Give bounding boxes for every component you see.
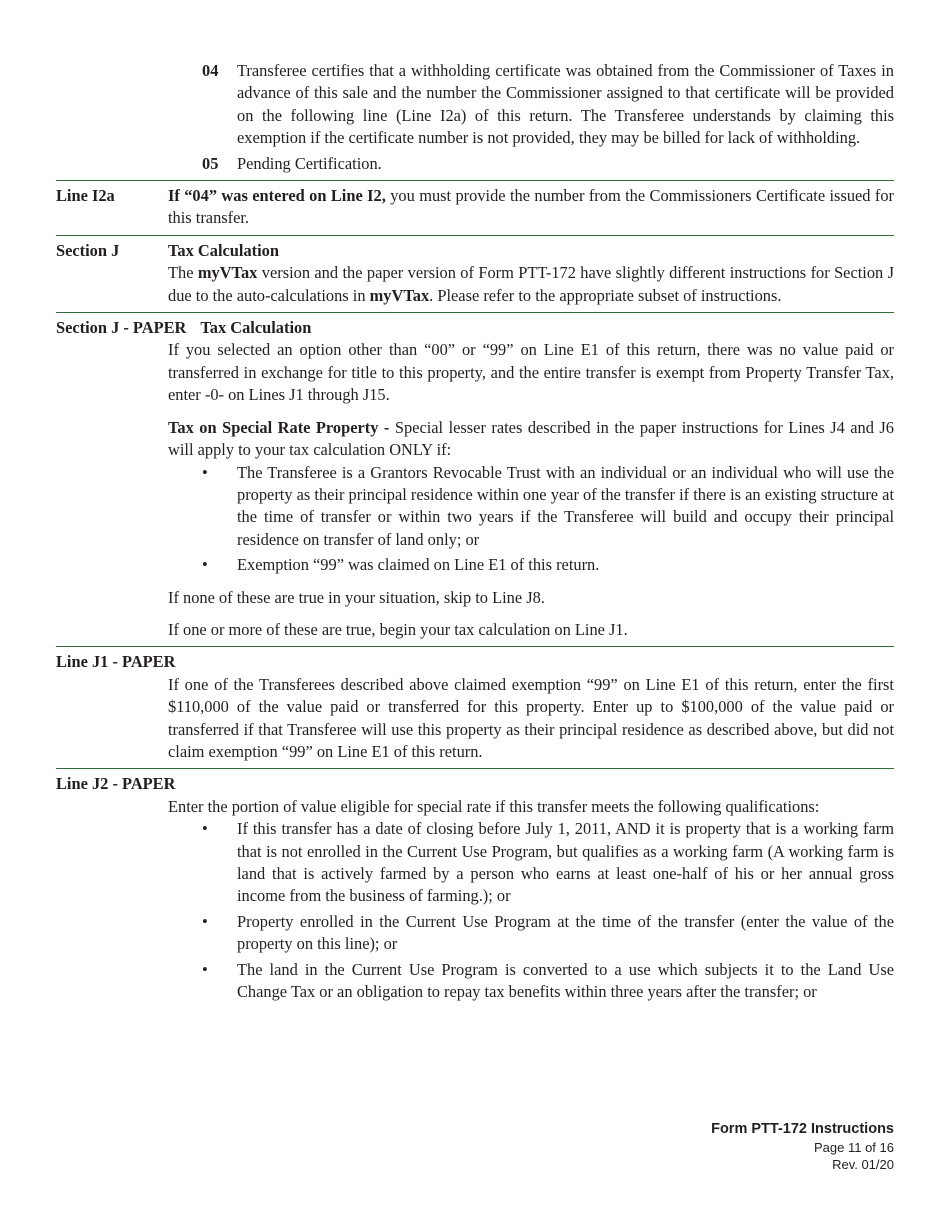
line-label: Line I2a: [56, 186, 115, 206]
section-j-text: [168, 262, 894, 307]
list-item: [202, 818, 894, 908]
list-item-text: If this transfer has a date of closing before July 1, 2011, AND it is property that is a working farm that is not enrolled in the Current Use Program, but qualifies as a working farm (A working farm is land that is actively farmed by a person who earns at least one-half of his or her annual gross income from the business of farming.); or: [237, 819, 894, 906]
section-divider: [56, 235, 894, 236]
code-number: 05: [202, 153, 219, 173]
skip-instruction: If none of these are true in your situation, skip to Line J8.: [168, 587, 545, 607]
special-rate-bullets: [202, 462, 894, 577]
section-divider: [56, 646, 894, 647]
section-divider: [56, 768, 894, 769]
line-label: Line J2 - PAPER: [56, 774, 176, 794]
bold-lead: Tax on Special Rate Property -: [168, 417, 390, 437]
code-text: Transferee certifies that a withholding certificate was obtained from the Commissioner of Taxes in advance of this sale and the number the Commissioner assigned to that certificate will be provided on the following line (Line I2a) of this return. The Transferee understands by claiming this exemption if the certificate number is not provided, they may be billed for lack of withholding.: [237, 61, 894, 148]
product-name: myVTax: [369, 285, 430, 305]
code-text: Pending Certification.: [237, 153, 382, 173]
body-text: The: [168, 263, 198, 283]
list-item: [202, 462, 894, 552]
list-item-text: Exemption “99” was claimed on Line E1 of this return.: [237, 555, 600, 575]
form-title: Form PTT-172 Instructions: [711, 1121, 894, 1137]
body-text: Special lesser rates described in the paper instructions for Lines J4 and J6 will apply to your tax calculation ONLY if:: [168, 417, 894, 460]
list-item: [202, 959, 894, 1004]
body-text: you must provide the number from the Commissioners Certificate issued for this transfer.: [168, 186, 894, 228]
page-content: [56, 60, 894, 1006]
section-divider: [56, 312, 894, 313]
bullet-icon: •: [202, 911, 208, 931]
line-label: Line J1 - PAPER: [56, 652, 176, 672]
line-j2-bullets: [202, 818, 894, 1003]
bullet-icon: •: [202, 819, 208, 839]
page-footer: [711, 1120, 894, 1173]
line-j1-text: If one of the Transferees described above claimed exemption “99” on Line E1 of this return, enter the first $110,000 of the value paid or transferred for this property. Enter up to $100,000 of the value paid or transferred if that Transferee will use this property as their principal residence as described above, but did not claim exemption “99” on Line E1 of this return.: [168, 674, 894, 761]
bullet-icon: •: [202, 462, 208, 482]
line-j2-intro: Enter the portion of value eligible for special rate if this transfer meets the following qualifications:: [168, 796, 820, 816]
section-j-block: [56, 240, 894, 307]
bold-lead: If “04” was entered on Line I2,: [168, 186, 386, 206]
list-item: [202, 554, 894, 576]
begin-instruction: If one or more of these are true, begin your tax calculation on Line J1.: [168, 619, 628, 639]
bullet-icon: •: [202, 959, 208, 979]
section-j-paper-intro: If you selected an option other than “00” or “99” on Line E1 of this return, there was no value paid or transferred in exchange for title to this property, and the entire transfer is exempt from Property Transfer Tax, enter -0- on Lines J1 through J15.: [168, 340, 894, 405]
body-text: version and the paper version of Form PTT-172 have slightly different instructions for Section J due to the auto-calculations in: [168, 263, 894, 305]
code-number: 04: [202, 61, 219, 80]
line-i2a-block: [56, 185, 894, 230]
list-item: [202, 911, 894, 956]
code-item: [202, 153, 894, 175]
section-title: Tax Calculation: [200, 318, 312, 338]
section-label: Section J - PAPER: [56, 318, 187, 338]
bullet-icon: •: [202, 555, 208, 575]
page-number: Page 11 of 16: [814, 1140, 894, 1155]
section-divider: [56, 180, 894, 181]
section-label: Section J: [56, 240, 120, 260]
body-text: . Please refer to the appropriate subset of instructions.: [429, 285, 782, 305]
section-j-paper-heading: [56, 317, 894, 339]
list-item-text: The land in the Current Use Program is converted to a use which subjects it to the Land Use Change Tax or an obligation to repay tax benefits within three years after the transfer; or: [237, 959, 894, 1002]
revision: Rev. 01/20: [832, 1157, 894, 1172]
special-rate-text: [168, 417, 894, 462]
list-item-text: The Transferee is a Grantors Revocable Trust with an individual or an individual who will use the property as their principal residence within one year of the transfer if there is an existing structure at the time of transfer or within two years if the Transferee will build and occupy their principal residence on transfer of land only; or: [237, 462, 894, 549]
list-item-text: Property enrolled in the Current Use Program at the time of the transfer (enter the value of the property on this line); or: [237, 911, 894, 954]
line-i2a-text: [168, 185, 894, 230]
section-title: Tax Calculation: [168, 240, 279, 260]
product-name: myVTax: [197, 263, 258, 283]
code-item: [202, 60, 894, 150]
